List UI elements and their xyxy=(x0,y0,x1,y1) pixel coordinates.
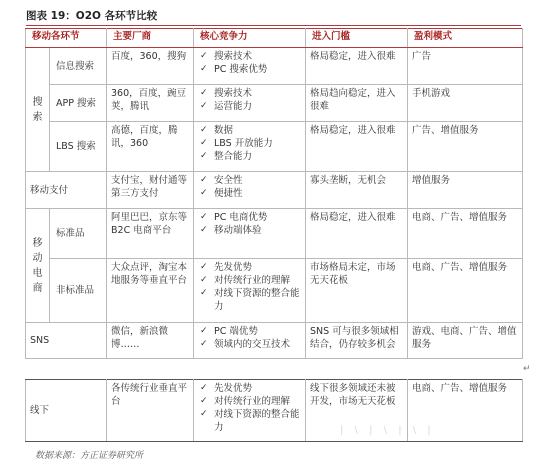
revenue-cell: 广告 xyxy=(408,48,523,85)
category-offline: 线下 xyxy=(26,380,107,442)
check-icon: ✓ xyxy=(200,262,208,272)
check-icon: ✓ xyxy=(200,101,208,111)
comparison-table xyxy=(25,28,523,359)
table-row xyxy=(26,380,523,442)
list-item: ✓ PC 搜索优势 xyxy=(200,64,268,75)
subcategory-name: LBS 搜索 xyxy=(50,122,107,172)
subcategory-name: APP 搜索 xyxy=(50,85,107,122)
strengths-cell xyxy=(194,380,306,442)
revenue-cell: 电商、广告、增值服务 xyxy=(408,209,523,259)
check-icon: ✓ xyxy=(200,88,208,98)
barrier-cell: 格局趋向稳定，进入很难 xyxy=(306,85,408,122)
check-icon: ✓ xyxy=(200,125,208,135)
list-item: ✓ 对线下资源的整合能力 xyxy=(200,288,300,312)
revenue-cell: 增值服务 xyxy=(408,172,523,209)
check-icon: ✓ xyxy=(200,138,208,148)
barrier-cell: 市场格局未定，市场无天花板 xyxy=(306,259,408,323)
vendors-cell: 大众点评，淘宝本地服务等垂直平台 xyxy=(107,259,194,323)
vendors-cell: 支付宝，财付通等第三方支付 xyxy=(107,172,194,209)
figure-title: 图表 19：O2O 各环节比较 xyxy=(26,9,521,26)
check-icon: ✓ xyxy=(200,212,208,222)
vendors-cell: 高德，百度，腾讯，360 xyxy=(107,122,194,172)
list-item: ✓ 搜索技术 xyxy=(200,51,253,62)
category-payment: 移动支付 xyxy=(26,172,107,209)
list-item: ✓ 整合能力 xyxy=(200,151,253,162)
vendors-cell: 360，百度，豌豆荚，腾讯 xyxy=(107,85,194,122)
list-item: ✓ 便捷性 xyxy=(200,188,243,199)
continuation-table xyxy=(25,379,523,442)
barrier-cell: 格局稳定，进入很难 xyxy=(306,48,408,85)
revenue-cell: 电商、广告、增值服务 xyxy=(408,259,523,323)
category-sns: SNS xyxy=(26,323,107,359)
list-item: ✓ 领域内的交互技术 xyxy=(200,339,291,350)
barrier-cell: SNS 可与很多领域相结合，仍存较多机会 xyxy=(306,323,408,359)
strengths-cell xyxy=(194,122,306,172)
list-item: ✓ 对传统行业的理解 xyxy=(200,396,291,407)
check-icon: ✓ xyxy=(200,51,208,61)
category-ecommerce: 移动电商 xyxy=(26,209,50,323)
check-icon: ✓ xyxy=(200,188,208,198)
revenue-cell: 电商、广告、增值服务 xyxy=(408,380,523,442)
list-item: ✓ LBS 开放能力 xyxy=(200,138,273,149)
subcategory-name: 标准品 xyxy=(50,209,107,259)
check-icon: ✓ xyxy=(200,64,208,74)
vendors-cell: 各传统行业垂直平台 xyxy=(107,380,194,442)
table-row xyxy=(26,259,523,323)
revenue-cell: 手机游戏 xyxy=(408,85,523,122)
header-revenue: 盈利模式 xyxy=(408,29,523,48)
strengths-cell xyxy=(194,259,306,323)
category-search: 搜索 xyxy=(26,48,50,172)
list-item: ✓ 先发优势 xyxy=(200,262,253,273)
check-icon: ✓ xyxy=(200,275,208,285)
list-item: ✓ 数据 xyxy=(200,125,234,136)
check-icon: ✓ xyxy=(200,383,208,393)
list-item: ✓ 搜索技术 xyxy=(200,88,253,99)
barrier-cell: 格局稳定，进入很难 xyxy=(306,209,408,259)
strengths-cell xyxy=(194,172,306,209)
check-icon: ✓ xyxy=(200,288,208,298)
watermark: | \ | \ | \ | xyxy=(340,425,435,436)
vendors-cell: 微信，新浪微博…… xyxy=(107,323,194,359)
check-icon: ✓ xyxy=(200,409,208,419)
barrier-cell: 线下很多领域还未被开发，市场无天花板 xyxy=(306,380,408,442)
vendors-cell: 阿里巴巴，京东等 B2C 电商平台 xyxy=(107,209,194,259)
header-segment: 移动各环节 xyxy=(26,29,107,48)
strengths-cell xyxy=(194,48,306,85)
list-item: ✓ 运营能力 xyxy=(200,101,253,112)
table-row xyxy=(26,323,523,359)
paragraph-mark: ↵ xyxy=(523,364,531,374)
check-icon: ✓ xyxy=(200,151,208,161)
check-icon: ✓ xyxy=(200,326,208,336)
strengths-cell xyxy=(194,209,306,259)
subcategory-name: 信息搜索 xyxy=(50,48,107,85)
strengths-cell xyxy=(194,85,306,122)
list-item: ✓ 移动端体验 xyxy=(200,225,262,236)
strengths-cell xyxy=(194,323,306,359)
header-vendors: 主要厂商 xyxy=(107,29,194,48)
list-item: ✓ 安全性 xyxy=(200,175,243,186)
list-item: ✓ PC 电商优势 xyxy=(200,212,268,223)
check-icon: ✓ xyxy=(200,225,208,235)
header-barrier: 进入门槛 xyxy=(306,29,408,48)
revenue-cell: 游戏、电商、广告、增值服务 xyxy=(408,323,523,359)
table-row xyxy=(26,209,523,259)
barrier-cell: 格局稳定，进入很难 xyxy=(306,122,408,172)
table-row xyxy=(26,85,523,122)
barrier-cell: 寡头垄断，无机会 xyxy=(306,172,408,209)
check-icon: ✓ xyxy=(200,175,208,185)
table-row xyxy=(26,48,523,85)
source-note: 数据来源：方正证券研究所 xyxy=(35,451,144,461)
header-strengths: 核心竞争力 xyxy=(194,29,306,48)
table-row xyxy=(26,122,523,172)
list-item: ✓ 对线下资源的整合能力 xyxy=(200,409,300,433)
list-item: ✓ PC 端优势 xyxy=(200,326,258,337)
check-icon: ✓ xyxy=(200,339,208,349)
subcategory-name: 非标准品 xyxy=(50,259,107,323)
list-item: ✓ 对传统行业的理解 xyxy=(200,275,291,286)
check-icon: ✓ xyxy=(200,396,208,406)
revenue-cell: 广告、增值服务 xyxy=(408,122,523,172)
header-row xyxy=(26,29,523,48)
vendors-cell: 百度，360，搜狗 xyxy=(107,48,194,85)
table-row xyxy=(26,172,523,209)
list-item: ✓ 先发优势 xyxy=(200,383,253,394)
